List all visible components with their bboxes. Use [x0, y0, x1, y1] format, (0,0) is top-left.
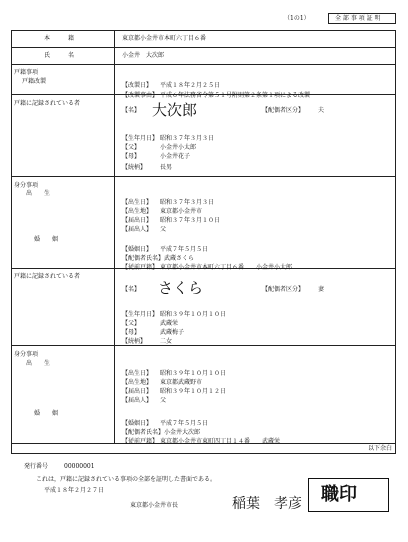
- person2-section-label: 戸籍に記録されている者: [14, 273, 81, 280]
- person2-spouse-value: 妻: [318, 286, 325, 293]
- person2-marriage-label: 婚 姻: [34, 410, 59, 417]
- honseki-label: 本 籍: [44, 35, 75, 42]
- row-divider: [11, 47, 396, 48]
- field-key: 【改製事由】: [122, 92, 159, 99]
- field-key: 【婚姻日】: [122, 246, 153, 253]
- row-divider: [11, 64, 396, 65]
- certification-text: これは，戸籍に記録されている事項の全部を証明した書面である。: [36, 476, 217, 483]
- official-seal: [308, 478, 389, 512]
- issuer-title: 東京都小金井市長: [130, 502, 179, 509]
- field-value: 平成６年法務省令第５１号附則第２条第１項による改製: [160, 92, 311, 99]
- field-key: 【従前戸籍】: [122, 438, 159, 445]
- field-key: 【出生地】: [122, 379, 153, 386]
- field-value: 父: [160, 397, 167, 404]
- field-value: 昭和３９年１０月１０日: [160, 370, 227, 377]
- field-value: 小金井大次郎: [164, 429, 201, 436]
- field-key: 【父】: [122, 144, 141, 151]
- field-value: 父: [160, 226, 167, 233]
- field-value: 平成７年５月５日: [160, 246, 209, 253]
- field-value: 昭和３７年３月３日: [160, 199, 215, 206]
- field-key: 【生年月日】: [122, 311, 159, 318]
- seal-text: 職印: [321, 484, 357, 505]
- field-value: 武蔵梅子: [160, 329, 185, 336]
- person2-name: さくら: [158, 279, 204, 297]
- person1-info-row: [122, 154, 172, 173]
- ika-yohaku: 以下余白: [368, 445, 393, 452]
- field-value: 昭和３９年１０月１０日: [160, 311, 227, 318]
- field-value: 東京都小金井市本町六丁目６番 小金井小太郎: [160, 264, 293, 271]
- field-value: 小金井小太郎: [160, 144, 197, 151]
- field-key: 【配偶者氏名】: [122, 255, 165, 262]
- field-key: 【届出日】: [122, 388, 153, 395]
- person1-name: 大次郎: [152, 101, 198, 119]
- doc-title: 全 部 事 項 証 明: [335, 15, 381, 22]
- person2-spouse-key: 【配偶者区分】: [262, 286, 305, 293]
- person2-birth-row: [122, 387, 166, 406]
- field-key: 【出生日】: [122, 370, 153, 377]
- field-key: 【父】: [122, 320, 141, 327]
- person1-section-label: 戸籍に記録されている者: [14, 100, 81, 107]
- field-value: 昭和３９年１０月１２日: [160, 388, 227, 395]
- person1-marriage-row: [122, 254, 292, 273]
- page-indicator: （1の1）: [284, 15, 310, 22]
- field-key: 【出生地】: [122, 208, 153, 215]
- issue-number: 00000001: [64, 463, 95, 470]
- field-value: 昭和３７年３月３日: [160, 135, 215, 142]
- koseki-kaisei-label: 戸籍改製: [22, 78, 47, 85]
- person2-mibun-label: 身分事項: [14, 351, 39, 358]
- person2-marriage-row: [122, 428, 280, 447]
- column-divider: [114, 30, 115, 443]
- field-value: 平成７年５月５日: [160, 420, 209, 427]
- field-value: 武蔵栄: [160, 320, 179, 327]
- field-value: 小金井花子: [160, 153, 191, 160]
- field-key: 【届出人】: [122, 226, 153, 233]
- field-key: 【母】: [122, 153, 141, 160]
- mayor-signature: 稲葉 孝彦: [232, 496, 302, 512]
- field-key: 【母】: [122, 329, 141, 336]
- honseki-value: 東京都小金井市本町六丁目６番: [122, 35, 207, 42]
- field-key: 【続柄】: [122, 338, 147, 345]
- field-value: 東京都武蔵野市: [160, 379, 203, 386]
- koseki-jiko-label: 戸籍事項: [14, 69, 39, 76]
- field-key: 【生年月日】: [122, 135, 159, 142]
- person2-info-row: [122, 328, 172, 347]
- field-value: 長男: [160, 164, 173, 171]
- person1-spouse-value: 夫: [318, 107, 325, 114]
- person2-name-key: 【名】: [122, 286, 141, 293]
- field-value: 東京都小金井市: [160, 208, 203, 215]
- person1-name-key: 【名】: [122, 107, 141, 114]
- issue-number-label: 発行番号: [24, 463, 49, 470]
- field-value: 武蔵さくら: [164, 255, 195, 262]
- field-value: 平成１８年２月２５日: [160, 82, 221, 89]
- field-key: 【届出日】: [122, 217, 153, 224]
- shimei-value: 小金井 大次郎: [122, 52, 165, 59]
- shimei-label: 氏 名: [44, 52, 75, 59]
- person1-birth-label: 出 生: [26, 190, 51, 197]
- person1-mibun-label: 身分事項: [14, 182, 39, 189]
- field-key: 【届出人】: [122, 397, 153, 404]
- person1-birth-row: [122, 216, 166, 235]
- field-value: 東京都小金井市東町四丁目１４番 武蔵栄: [160, 438, 281, 445]
- field-key: 【改製日】: [122, 82, 153, 89]
- field-value: 昭和３７年３月１０日: [160, 217, 221, 224]
- doc-title-box: [328, 13, 396, 24]
- field-key: 【続柄】: [122, 164, 147, 171]
- row-divider: [11, 345, 396, 346]
- field-value: 二女: [160, 338, 173, 345]
- field-key: 【婚姻日】: [122, 420, 153, 427]
- person1-spouse-key: 【配偶者区分】: [262, 107, 305, 114]
- certification-date: 平成１８年２月２７日: [44, 487, 105, 494]
- row-divider: [11, 176, 396, 177]
- field-key: 【従前戸籍】: [122, 264, 159, 271]
- koseki-jiko-row: [122, 82, 310, 101]
- person1-marriage-label: 婚 姻: [34, 236, 59, 243]
- field-key: 【配偶者氏名】: [122, 429, 165, 436]
- person2-birth-label: 出 生: [26, 360, 51, 367]
- field-key: 【出生日】: [122, 199, 153, 206]
